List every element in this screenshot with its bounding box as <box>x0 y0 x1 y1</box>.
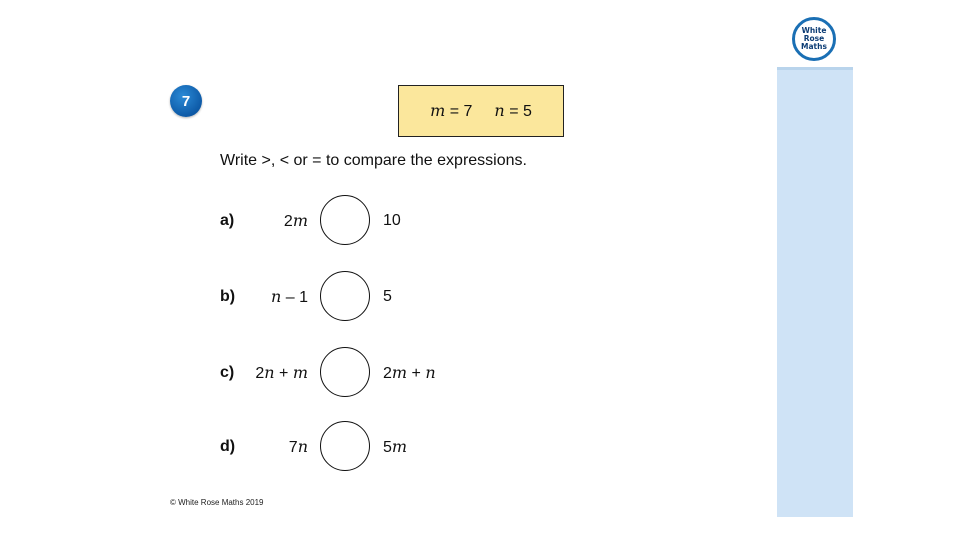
expression-term: 2 <box>383 365 392 382</box>
expression-term: + <box>274 365 293 382</box>
m-variable: m <box>430 101 446 120</box>
left-expression <box>255 347 308 399</box>
part-label: b) <box>220 288 236 305</box>
given-values-box <box>398 85 564 137</box>
right-expression <box>383 271 392 323</box>
part-label: c) <box>220 364 235 381</box>
logo-line-3: Maths <box>801 42 827 51</box>
comparison-row-b <box>0 271 700 323</box>
answer-circle[interactable] <box>320 347 370 397</box>
left-expression <box>289 421 308 473</box>
answer-circle[interactable] <box>320 195 370 245</box>
expression-term: 2 <box>283 213 293 230</box>
logo-line-2: Rose <box>803 34 825 43</box>
expression-term: + <box>407 365 426 382</box>
comparison-row-a <box>0 195 700 247</box>
expression-variable: m <box>292 363 308 382</box>
left-expression <box>284 195 308 247</box>
comparison-row-d <box>0 421 700 473</box>
expression-term: 7 <box>288 439 298 456</box>
expression-term: 2 <box>255 365 265 382</box>
left-expression <box>271 271 308 323</box>
right-expression <box>383 195 401 247</box>
comparison-row-c <box>0 347 700 399</box>
expression-variable: m <box>292 211 308 230</box>
right-expression <box>383 347 436 399</box>
right-expression <box>383 421 407 473</box>
question-number-badge: 7 <box>170 85 202 117</box>
answer-circle[interactable] <box>320 421 370 471</box>
copyright-footer: © White Rose Maths 2019 <box>170 498 264 507</box>
logo-line-1: White <box>801 26 827 35</box>
answer-circle[interactable] <box>320 271 370 321</box>
expression-variable: n <box>425 363 436 382</box>
expression-variable: m <box>391 437 408 456</box>
expression-term: 5 <box>383 439 392 456</box>
m-equals: = 7 <box>449 103 473 120</box>
m-value <box>430 101 472 121</box>
expression-term: 5 <box>383 288 392 305</box>
question-instruction: Write >, < or = to compare the expressions. <box>220 152 527 169</box>
expression-variable: n <box>297 437 308 456</box>
n-equals: = 5 <box>509 103 532 120</box>
expression-variable: n <box>271 287 282 306</box>
expression-variable: m <box>391 363 408 382</box>
part-label: a) <box>220 212 235 229</box>
expression-term: – 1 <box>281 289 308 306</box>
side-panel <box>777 0 853 517</box>
expression-variable: n <box>264 363 275 382</box>
n-variable: n <box>494 101 505 120</box>
n-value <box>494 101 531 121</box>
part-label: d) <box>220 438 236 455</box>
white-rose-maths-logo <box>792 17 836 61</box>
expression-term: 10 <box>383 212 401 229</box>
